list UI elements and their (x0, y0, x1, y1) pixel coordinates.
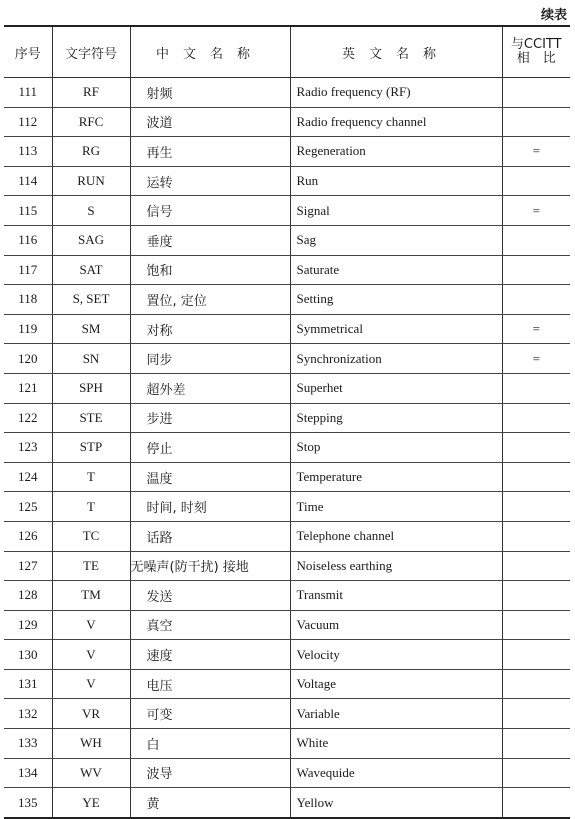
row-ccitt-compare (502, 225, 570, 255)
table-row (4, 581, 570, 611)
row-number: 126 (4, 521, 52, 551)
table-row (4, 729, 570, 759)
row-ccitt-compare (502, 610, 570, 640)
row-number: 111 (4, 78, 52, 108)
row-english-name: Stepping (290, 403, 502, 433)
row-ccitt-compare (502, 729, 570, 759)
row-english-name: Symmetrical (290, 314, 502, 344)
row-number: 115 (4, 196, 52, 226)
row-number: 116 (4, 225, 52, 255)
row-english-name: Sag (290, 225, 502, 255)
row-english-name: Voltage (290, 669, 502, 699)
row-number: 127 (4, 551, 52, 581)
table-row (4, 640, 570, 670)
row-symbol: V (52, 610, 130, 640)
row-ccitt-compare (502, 462, 570, 492)
table-row (4, 610, 570, 640)
table-row (4, 285, 570, 315)
row-symbol: T (52, 492, 130, 522)
table-row (4, 699, 570, 729)
row-number: 123 (4, 433, 52, 463)
table-row (4, 373, 570, 403)
header-ccitt-compare (502, 26, 570, 78)
table-row (4, 433, 570, 463)
row-number: 113 (4, 137, 52, 167)
row-chinese-name: 无噪声(防干扰) 接地 (130, 551, 290, 581)
row-english-name: Saturate (290, 255, 502, 285)
row-number: 125 (4, 492, 52, 522)
row-symbol: SAG (52, 225, 130, 255)
row-number: 133 (4, 729, 52, 759)
table-row (4, 462, 570, 492)
row-symbol: YE (52, 788, 130, 818)
row-ccitt-compare (502, 640, 570, 670)
row-english-name: Radio frequency (RF) (290, 78, 502, 108)
header-number: 序号 (4, 26, 52, 78)
row-ccitt-compare (502, 433, 570, 463)
row-chinese-name: 饱和 (130, 255, 290, 285)
table-row (4, 196, 570, 226)
row-ccitt-compare (502, 107, 570, 137)
row-number: 114 (4, 166, 52, 196)
row-chinese-name: 黄 (130, 788, 290, 818)
row-number: 129 (4, 610, 52, 640)
row-english-name: Radio frequency channel (290, 107, 502, 137)
header-ccitt-line1: 与CCITT (510, 37, 562, 52)
row-english-name: Velocity (290, 640, 502, 670)
row-ccitt-compare (502, 521, 570, 551)
table-header-row (4, 26, 570, 78)
row-chinese-name: 波道 (130, 107, 290, 137)
row-chinese-name: 话路 (130, 521, 290, 551)
row-chinese-name: 速度 (130, 640, 290, 670)
row-symbol: SM (52, 314, 130, 344)
row-ccitt-compare (502, 669, 570, 699)
row-chinese-name: 白 (130, 729, 290, 759)
table-row (4, 107, 570, 137)
row-symbol: RUN (52, 166, 130, 196)
row-symbol: STP (52, 433, 130, 463)
row-chinese-name: 真空 (130, 610, 290, 640)
row-english-name: White (290, 729, 502, 759)
row-chinese-name: 运转 (130, 166, 290, 196)
row-ccitt-compare: = (502, 344, 570, 374)
row-chinese-name: 超外差 (130, 373, 290, 403)
row-chinese-name: 射频 (130, 78, 290, 108)
row-ccitt-compare (502, 166, 570, 196)
row-symbol: WV (52, 758, 130, 788)
table-row (4, 492, 570, 522)
table-row (4, 551, 570, 581)
row-ccitt-compare (502, 788, 570, 818)
abbreviation-table (4, 25, 570, 819)
row-number: 130 (4, 640, 52, 670)
row-chinese-name: 温度 (130, 462, 290, 492)
row-number: 120 (4, 344, 52, 374)
table-row (4, 521, 570, 551)
header-chinese-name: 中文名称 (130, 26, 290, 78)
row-symbol: S, SET (52, 285, 130, 315)
row-number: 132 (4, 699, 52, 729)
table-row (4, 403, 570, 433)
row-number: 118 (4, 285, 52, 315)
row-chinese-name: 同步 (130, 344, 290, 374)
row-ccitt-compare (502, 551, 570, 581)
table-row (4, 344, 570, 374)
row-symbol: SPH (52, 373, 130, 403)
row-number: 131 (4, 669, 52, 699)
row-number: 124 (4, 462, 52, 492)
row-ccitt-compare (502, 373, 570, 403)
row-english-name: Synchronization (290, 344, 502, 374)
row-english-name: Transmit (290, 581, 502, 611)
row-ccitt-compare (502, 78, 570, 108)
row-ccitt-compare (502, 758, 570, 788)
table-row (4, 78, 570, 108)
row-chinese-name: 可变 (130, 699, 290, 729)
row-english-name: Regeneration (290, 137, 502, 167)
row-chinese-name: 垂度 (130, 225, 290, 255)
row-ccitt-compare (502, 581, 570, 611)
row-ccitt-compare: = (502, 196, 570, 226)
row-english-name: Vacuum (290, 610, 502, 640)
row-symbol: SN (52, 344, 130, 374)
row-ccitt-compare: = (502, 314, 570, 344)
header-english-name: 英文名称 (290, 26, 502, 78)
row-english-name: Signal (290, 196, 502, 226)
row-number: 135 (4, 788, 52, 818)
row-symbol: TC (52, 521, 130, 551)
row-english-name: Noiseless earthing (290, 551, 502, 581)
table-row (4, 255, 570, 285)
table-row (4, 788, 570, 818)
row-chinese-name: 停止 (130, 433, 290, 463)
row-chinese-name: 时间, 时刻 (130, 492, 290, 522)
row-chinese-name: 置位, 定位 (130, 285, 290, 315)
table-row (4, 225, 570, 255)
row-english-name: Superhet (290, 373, 502, 403)
row-english-name: Setting (290, 285, 502, 315)
row-symbol: V (52, 640, 130, 670)
row-chinese-name: 对称 (130, 314, 290, 344)
row-chinese-name: 信号 (130, 196, 290, 226)
row-symbol: S (52, 196, 130, 226)
row-chinese-name: 再生 (130, 137, 290, 167)
row-symbol: RF (52, 78, 130, 108)
row-ccitt-compare (502, 255, 570, 285)
row-number: 134 (4, 758, 52, 788)
row-english-name: Time (290, 492, 502, 522)
row-symbol: SAT (52, 255, 130, 285)
row-number: 117 (4, 255, 52, 285)
row-chinese-name: 波导 (130, 758, 290, 788)
row-chinese-name: 电压 (130, 669, 290, 699)
table-row (4, 166, 570, 196)
row-symbol: TM (52, 581, 130, 611)
row-symbol: RFC (52, 107, 130, 137)
row-chinese-name: 步进 (130, 403, 290, 433)
row-english-name: Stop (290, 433, 502, 463)
row-number: 112 (4, 107, 52, 137)
row-symbol: T (52, 462, 130, 492)
row-english-name: Variable (290, 699, 502, 729)
row-english-name: Run (290, 166, 502, 196)
row-ccitt-compare (502, 403, 570, 433)
row-number: 122 (4, 403, 52, 433)
row-symbol: WH (52, 729, 130, 759)
row-english-name: Wavequide (290, 758, 502, 788)
row-ccitt-compare: = (502, 137, 570, 167)
table-row (4, 314, 570, 344)
row-symbol: VR (52, 699, 130, 729)
row-english-name: Temperature (290, 462, 502, 492)
row-ccitt-compare (502, 492, 570, 522)
row-number: 128 (4, 581, 52, 611)
row-number: 119 (4, 314, 52, 344)
table-row (4, 669, 570, 699)
row-ccitt-compare (502, 285, 570, 315)
table-row (4, 137, 570, 167)
row-english-name: Telephone channel (290, 521, 502, 551)
continued-table-caption: 续表 (540, 8, 567, 23)
row-symbol: RG (52, 137, 130, 167)
row-english-name: Yellow (290, 788, 502, 818)
header-ccitt-line2: 相 比 (516, 51, 556, 66)
table-row (4, 758, 570, 788)
header-symbol: 文字符号 (52, 26, 130, 78)
row-number: 121 (4, 373, 52, 403)
row-symbol: V (52, 669, 130, 699)
row-ccitt-compare (502, 699, 570, 729)
row-chinese-name: 发送 (130, 581, 290, 611)
row-symbol: TE (52, 551, 130, 581)
row-symbol: STE (52, 403, 130, 433)
